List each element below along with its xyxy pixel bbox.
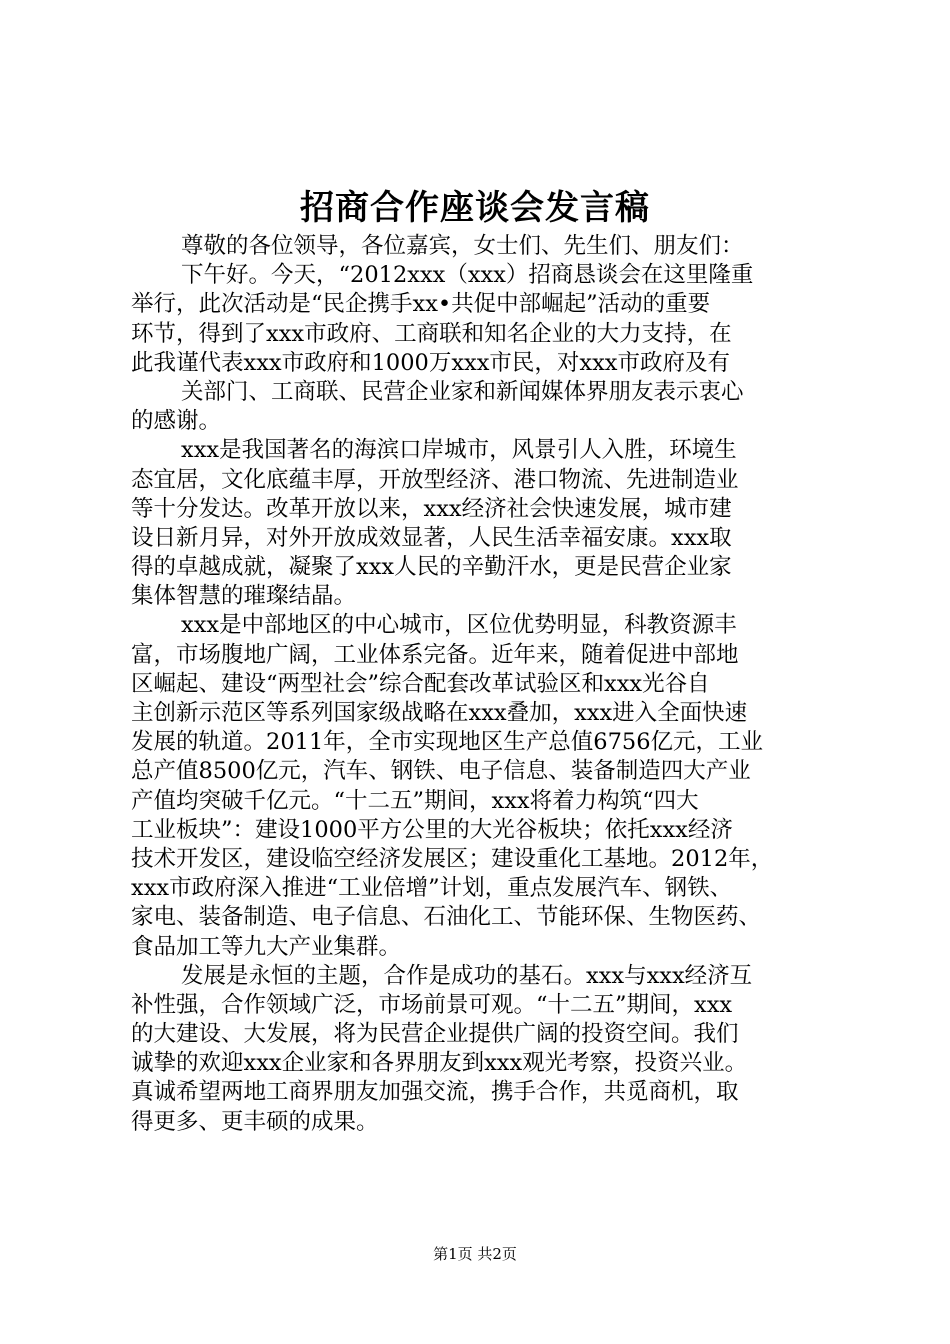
text-line: 举行，此次活动是“民企携手xx•共促中部崛起”活动的重要 <box>131 291 711 318</box>
text-line: 的感谢。 <box>131 408 222 435</box>
text-line: 的大建设、大发展，将为民营企业提供广阔的投资空间。我们 <box>131 1021 739 1048</box>
text-line: xxx市政府深入推进“工业倍增”计划，重点发展汽车、钢铁、 <box>131 875 733 902</box>
text-line: 工业板块”：建设1000平方公里的大光谷板块；依托xxx经济 <box>131 816 733 843</box>
text-line: xxx是中部地区的中心城市，区位优势明显，科教资源丰 <box>181 612 737 639</box>
text-line: 设日新月异，对外开放成效显著，人民生活幸福安康。xxx取 <box>131 524 732 551</box>
text-line: 总产值8500亿元，汽车、钢铁、电子信息、装备制造四大产业 <box>131 758 751 785</box>
text-line: 关部门、工商联、民营企业家和新闻媒体界朋友表示衷心 <box>181 378 744 405</box>
text-line: 等十分发达。改革开放以来，xxx经济社会快速发展，城市建 <box>131 495 732 522</box>
text-line: xxx是我国著名的海滨口岸城市，风景引人入胜，环境生 <box>181 437 737 464</box>
text-line: 态宜居，文化底蕴丰厚，开放型经济、港口物流、先进制造业 <box>131 466 739 493</box>
document-title: 招商合作座谈会发言稿 <box>300 188 650 228</box>
text-line: 环节，得到了xxx市政府、工商联和知名企业的大力支持，在 <box>131 320 732 347</box>
text-line: 补性强，合作领域广泛，市场前景可观。“十二五”期间，xxx <box>131 991 733 1018</box>
text-line: 发展是永恒的主题，合作是成功的基石。xxx与xxx经济互 <box>181 962 753 989</box>
document-body <box>131 232 846 1137</box>
text-line: 技术开发区，建设临空经济发展区；建设重化工基地。2012年， <box>131 845 774 872</box>
text-line: 此我谨代表xxx市政府和1000万xxx市民，对xxx市政府及有 <box>131 349 730 376</box>
text-line: 诚挚的欢迎xxx企业家和各界朋友到xxx观光考察，投资兴业。 <box>131 1050 748 1077</box>
text-line: 发展的轨道。2011年，全市实现地区生产总值6756亿元，工业 <box>131 729 764 756</box>
text-line: 集体智慧的璀璨结晶。 <box>131 583 357 610</box>
text-line: 富，市场腹地广阔，工业体系完备。近年来，随着促进中部地 <box>131 641 739 668</box>
text-line: 真诚希望两地工商界朋友加强交流，携手合作，共觅商机，取 <box>131 1079 739 1106</box>
text-line: 区崛起、建设“两型社会”综合配套改革试验区和xxx光谷自 <box>131 670 710 697</box>
text-line: 产值均突破千亿元。“十二五”期间，xxx将着力构筑“四大 <box>131 787 699 814</box>
text-line: 得更多、更丰硕的成果。 <box>131 1108 379 1135</box>
text-line: 尊敬的各位领导，各位嘉宾，女士们、先生们、朋友们： <box>181 233 744 259</box>
text-line: 主创新示范区等系列国家级战略在xxx叠加，xxx进入全面快速 <box>131 700 748 726</box>
page-footer: 第1页 共2页 <box>433 1245 517 1263</box>
text-line: 家电、装备制造、电子信息、石油化工、节能环保、生物医药、 <box>131 904 762 931</box>
text-line: 得的卓越成就，凝聚了xxx人民的辛勤汗水，更是民营企业家 <box>131 554 732 581</box>
text-line: 下午好。今天，“2012xxx（xxx）招商恳谈会在这里隆重 <box>181 262 754 289</box>
text-line: 食品加工等九大产业集群。 <box>131 933 402 960</box>
